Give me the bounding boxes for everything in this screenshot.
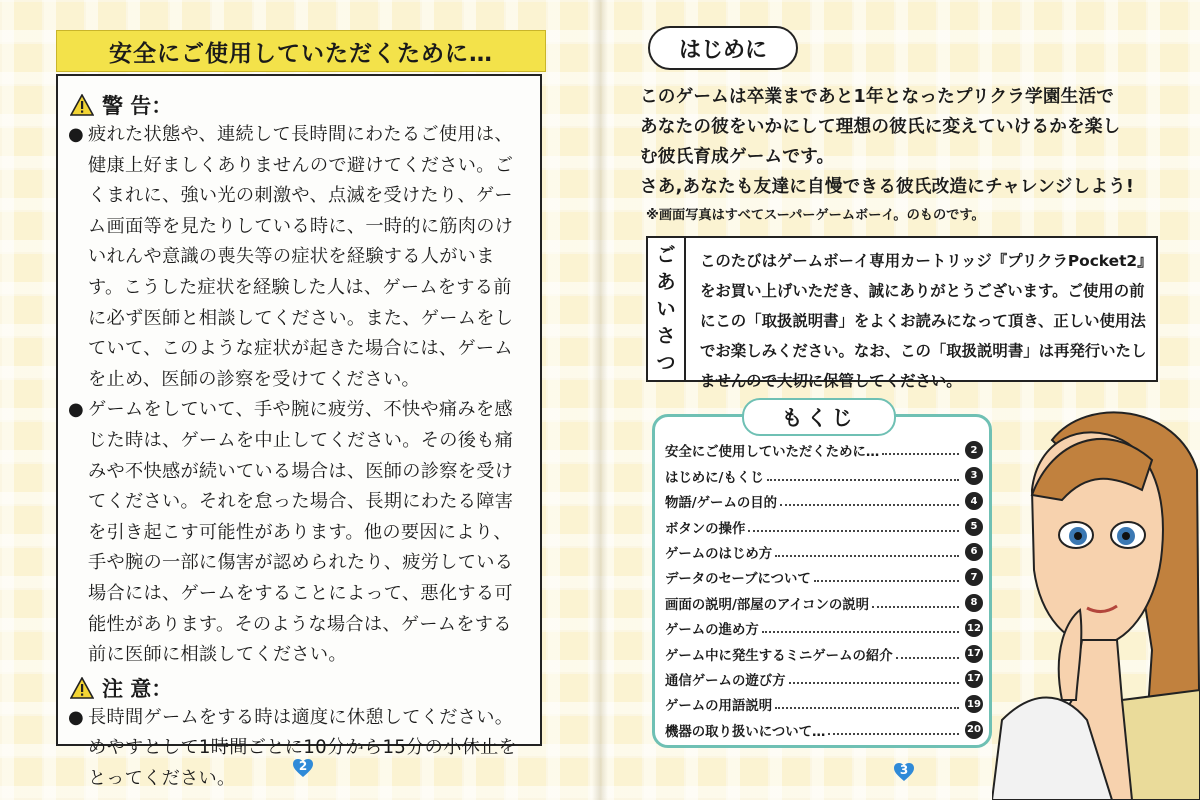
intro-line: さあ,あなたも友達に自慢できる彼氏改造にチャレンジしよう! bbox=[640, 177, 1135, 197]
toc-leader-dots bbox=[775, 555, 959, 557]
toc-item bbox=[665, 562, 983, 587]
toc-item-label: 機器の取り扱いについて… bbox=[665, 721, 828, 740]
page-number-left bbox=[292, 758, 314, 778]
toc-leader-dots bbox=[762, 631, 959, 633]
character-illustration bbox=[992, 400, 1200, 800]
toc-item bbox=[665, 689, 983, 714]
page-number-text: 2 bbox=[298, 759, 308, 773]
intro-line: む彼氏育成ゲームです。 bbox=[640, 147, 835, 167]
toc-page-number: 2 bbox=[965, 441, 983, 459]
toc-item bbox=[665, 511, 983, 536]
toc-item bbox=[665, 537, 983, 562]
page-number-text: 3 bbox=[899, 763, 909, 777]
toc-leader-dots bbox=[814, 580, 959, 582]
intro-line: あなたの彼をいかにして理想の彼氏に変えていけるかを楽し bbox=[640, 117, 1121, 137]
safety-banner-title: 安全にご使用していただくために… bbox=[109, 40, 493, 67]
toc-leader-dots bbox=[767, 479, 959, 481]
greeting-label bbox=[648, 238, 686, 380]
toc-item bbox=[665, 714, 983, 739]
toc-item bbox=[665, 613, 983, 638]
toc-page-number: 20 bbox=[965, 721, 983, 739]
toc-page-number: 17 bbox=[965, 645, 983, 663]
greeting-label-char: い bbox=[656, 297, 676, 320]
toc-item bbox=[665, 435, 983, 460]
page-number-right bbox=[893, 762, 915, 782]
warning-bullet-text: ゲームをしていて、手や腕に疲労、不快や痛みを感じた時は、ゲームを中止してください。その後も痛みや不快感が続いている場合は、医師の診察を受けてください。それを怠った場合、長期にわたる障害を引き起こす可能性があります。他の要因により、手や腕の一部に傷害が認められたり、疲労している場合には、ゲームをすることによって、悪化する可能性があります。そのような場合は、ゲームをする前に医師に相談してください。 bbox=[88, 399, 514, 666]
caution-heading bbox=[70, 673, 530, 703]
toc-title bbox=[742, 398, 896, 436]
screenshot-note: ※画面写真はすべてスーパーゲームボーイ。のものです。 bbox=[646, 208, 985, 223]
toc-page-number: 17 bbox=[965, 670, 983, 688]
caution-bullet bbox=[68, 703, 530, 795]
toc-item bbox=[665, 638, 983, 663]
toc-page-number: 12 bbox=[965, 619, 983, 637]
intro-title bbox=[648, 26, 798, 70]
toc-list bbox=[665, 435, 983, 740]
toc-item-label: ゲームの進め方 bbox=[665, 619, 762, 638]
greeting-label-char: つ bbox=[656, 351, 676, 374]
toc-item-label: ゲーム中に発生するミニゲームの紹介 bbox=[665, 645, 896, 664]
toc-item-label: 安全にご使用していただくために… bbox=[665, 441, 882, 460]
toc-leader-dots bbox=[789, 682, 959, 684]
toc-item bbox=[665, 587, 983, 612]
warning-bullet bbox=[68, 395, 530, 670]
toc-leader-dots bbox=[775, 707, 959, 709]
toc-leader-dots bbox=[780, 504, 959, 506]
warning-bullet bbox=[68, 120, 530, 395]
toc-item-label: 通信ゲームの遊び方 bbox=[665, 670, 789, 689]
intro-title-text: はじめに bbox=[678, 37, 767, 63]
intro-line: このゲームは卒業まであと1年となったプリクラ学園生活で bbox=[640, 87, 1115, 107]
toc-page-number: 5 bbox=[965, 518, 983, 536]
toc-page-number: 4 bbox=[965, 492, 983, 510]
greeting-label-char: ご bbox=[656, 243, 676, 266]
greeting-box bbox=[646, 236, 1158, 390]
toc-leader-dots bbox=[872, 606, 959, 608]
toc-item-label: ゲームのはじめ方 bbox=[665, 543, 775, 562]
caution-bullet-text: 長時間ゲームをする時は適度に休憩してください。めやすとして1時間ごとに10分から15分の小休止をとってください。 bbox=[88, 706, 518, 789]
toc-item-label: 物語/ゲームの目的 bbox=[665, 492, 780, 511]
intro-text bbox=[640, 82, 1170, 202]
safety-box bbox=[56, 74, 542, 789]
caution-heading-text: 注 意： bbox=[102, 676, 173, 701]
toc-leader-dots bbox=[748, 530, 959, 532]
bullet-dot: ● bbox=[68, 706, 85, 728]
toc-item bbox=[665, 664, 983, 689]
toc-leader-dots bbox=[896, 657, 959, 659]
toc-page-number: 8 bbox=[965, 594, 983, 612]
safety-banner bbox=[56, 30, 546, 72]
toc-page-number: 3 bbox=[965, 467, 983, 485]
toc-item-label: はじめに/もくじ bbox=[665, 467, 767, 486]
warning-heading bbox=[70, 90, 530, 120]
toc-page-number: 6 bbox=[965, 543, 983, 561]
greeting-text: このたびはゲームボーイ専用カートリッジ『プリクラPocket2』をお買い上げいただき、誠にありがとうございます。ご使用の前にこの「取扱説明書」をよくお読みになって頂き、正しい使用法でお楽しみください。なお、この「取扱説明書」は再発行いたしませんので大切に保管してください。 bbox=[700, 252, 1147, 390]
toc-page-number: 19 bbox=[965, 695, 983, 713]
toc-title-text: もくじ bbox=[781, 406, 857, 430]
toc-box bbox=[652, 414, 992, 748]
toc-page-number: 7 bbox=[965, 568, 983, 586]
toc-leader-dots bbox=[828, 733, 959, 735]
greeting-label-char: さ bbox=[656, 324, 676, 347]
toc-item-label: データのセーブについて bbox=[665, 568, 814, 587]
toc-item-label: ボタンの操作 bbox=[665, 518, 748, 537]
page-gutter bbox=[592, 0, 608, 800]
toc-item-label: ゲームの用語説明 bbox=[665, 695, 775, 714]
warning-bullet-text: 疲れた状態や、連続して長時間にわたるご使用は、健康上好ましくありませんので避けてください。ごくまれに、強い光の刺激や、点滅を受けたり、ゲーム画面等を見たりしている時に、一時的に筋肉のけいれんや意識の喪失等の症状を経験する人がいます。こうした症状を経験した人は、ゲームをする前に必ず医師と相談してください。また、ゲームをしていて、このような症状が起きた場合には、ゲームを止め、医師の診察を受けてください。 bbox=[88, 124, 514, 390]
toc-item bbox=[665, 486, 983, 511]
greeting-label-char: あ bbox=[656, 270, 676, 293]
toc-item-label: 画面の説明/部屋のアイコンの説明 bbox=[665, 594, 872, 613]
warning-triangle-icon bbox=[70, 677, 94, 699]
toc-leader-dots bbox=[882, 453, 959, 455]
bullet-dot: ● bbox=[68, 124, 85, 145]
warning-heading-text: 警 告： bbox=[102, 94, 173, 118]
warning-triangle-icon bbox=[70, 94, 94, 116]
bullet-dot: ● bbox=[68, 399, 85, 421]
toc-item bbox=[665, 460, 983, 485]
